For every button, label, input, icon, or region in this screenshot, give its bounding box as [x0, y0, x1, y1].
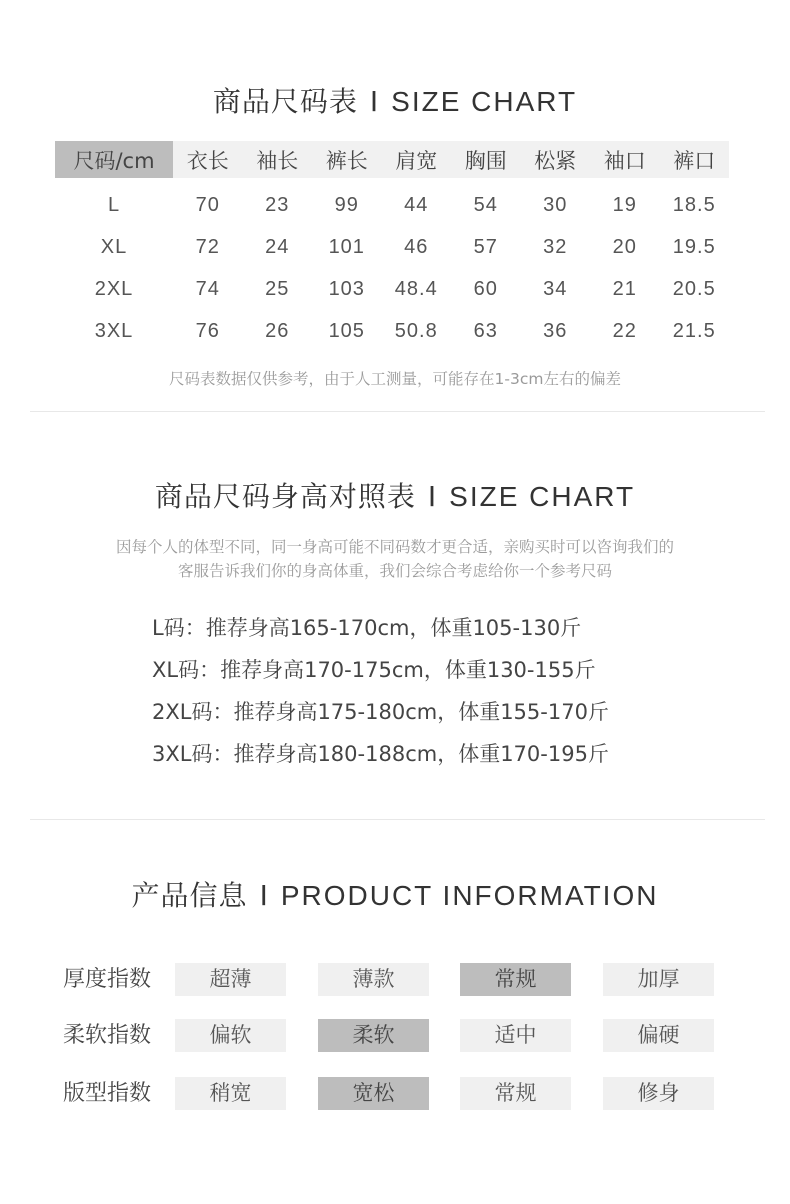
table-cell: 19 [612, 193, 637, 216]
table-cell: 48.4 [394, 277, 438, 300]
table-cell: 21 [612, 277, 637, 300]
recommendation-2xl: 2XL码：推荐身高175-180cm，体重155-170斤 [152, 700, 609, 724]
thickness-option: 加厚 [603, 963, 714, 996]
table-cell: 22 [612, 319, 637, 342]
title-separator: I [259, 879, 269, 912]
table-cell: 30 [543, 193, 568, 216]
softness-option: 偏硬 [603, 1019, 714, 1052]
thickness-row [0, 963, 790, 997]
title-separator: I [369, 85, 380, 118]
table-cell: 101 [328, 235, 365, 258]
recommendation-xl: XL码：推荐身高170-175cm，体重130-155斤 [152, 658, 596, 682]
table-cell: 44 [404, 193, 429, 216]
thickness-option: 超薄 [175, 963, 286, 996]
product-info-title [0, 874, 790, 914]
fit-option: 稍宽 [175, 1077, 286, 1110]
table-cell: 26 [265, 319, 290, 342]
header-size: 尺码/cm [55, 141, 173, 178]
size-chart-title-en: SIZE CHART [391, 86, 578, 117]
table-cell: 20 [612, 235, 637, 258]
product-info-title-cn: 产品信息 [131, 879, 248, 912]
table-cell: 103 [328, 277, 365, 300]
table-cell: 36 [543, 319, 568, 342]
header-elastic: 松紧 [521, 141, 591, 178]
height-chart-title-en: SIZE CHART [449, 481, 636, 512]
table-cell: 18.5 [672, 193, 716, 216]
description-line: 客服告诉我们你的身高体重，我们会综合考虑给你一个参考尺码 [177, 562, 612, 580]
header-cuff: 袖口 [590, 141, 660, 178]
table-cell: 19.5 [672, 235, 716, 258]
header-hem: 裤口 [660, 141, 730, 178]
table-cell: 25 [265, 277, 290, 300]
size-chart-title-cn: 商品尺码表 [212, 85, 358, 118]
table-cell: 46 [404, 235, 429, 258]
table-cell: 50.8 [394, 319, 438, 342]
height-chart-description [0, 535, 790, 583]
fit-option: 修身 [603, 1077, 714, 1110]
size-table-header [55, 141, 729, 178]
title-separator: I [427, 480, 438, 513]
table-row [55, 178, 729, 226]
thickness-option: 薄款 [318, 963, 429, 996]
table-cell: 72 [195, 235, 220, 258]
recommendation-3xl: 3XL码：推荐身高180-188cm，体重170-195斤 [152, 742, 609, 766]
size-chart-title [0, 80, 790, 120]
table-cell: 99 [334, 193, 359, 216]
table-cell: 70 [195, 193, 220, 216]
softness-label: 柔软指数 [63, 1023, 152, 1048]
section-divider [30, 411, 765, 412]
table-cell: L [107, 193, 121, 216]
fit-label: 版型指数 [63, 1081, 152, 1106]
softness-option: 偏软 [175, 1019, 286, 1052]
table-cell: 63 [473, 319, 498, 342]
fit-row [0, 1077, 790, 1111]
table-cell: 23 [265, 193, 290, 216]
size-chart-note: 尺码表数据仅供参考，由于人工测量，可能存在1-3cm左右的偏差 [169, 370, 621, 388]
table-cell: 21.5 [672, 319, 716, 342]
table-cell: 76 [195, 319, 220, 342]
header-chest: 胸围 [451, 141, 521, 178]
softness-option: 适中 [460, 1019, 571, 1052]
table-row [55, 226, 729, 268]
table-cell: XL [100, 235, 128, 258]
table-cell: 3XL [94, 319, 134, 342]
height-chart-title [0, 475, 790, 515]
table-cell: 105 [328, 319, 365, 342]
softness-option: 柔软 [318, 1019, 429, 1052]
fit-option: 常规 [460, 1077, 571, 1110]
table-cell: 24 [265, 235, 290, 258]
header-length: 衣长 [173, 141, 243, 178]
table-cell: 57 [473, 235, 498, 258]
table-cell: 32 [543, 235, 568, 258]
table-cell: 74 [195, 277, 220, 300]
product-info-title-en: PRODUCT INFORMATION [280, 880, 659, 911]
table-cell: 20.5 [672, 277, 716, 300]
thickness-option: 常规 [460, 963, 571, 996]
header-pants-length: 裤长 [312, 141, 382, 178]
table-row [55, 268, 729, 310]
description-line: 因每个人的体型不同，同一身高可能不同码数才更合适，亲购买时可以咨询我们的 [115, 538, 674, 556]
table-cell: 60 [473, 277, 498, 300]
recommendation-l: L码：推荐身高165-170cm，体重105-130斤 [152, 616, 582, 640]
fit-option: 宽松 [318, 1077, 429, 1110]
height-chart-title-cn: 商品尺码身高对照表 [154, 480, 416, 513]
size-table [55, 141, 729, 352]
table-cell: 34 [543, 277, 568, 300]
section-divider [30, 819, 765, 820]
softness-row [0, 1019, 790, 1053]
header-shoulder: 肩宽 [382, 141, 452, 178]
thickness-label: 厚度指数 [63, 967, 152, 992]
table-cell: 54 [473, 193, 498, 216]
table-row [55, 310, 729, 352]
header-sleeve: 袖长 [243, 141, 313, 178]
table-cell: 2XL [94, 277, 134, 300]
